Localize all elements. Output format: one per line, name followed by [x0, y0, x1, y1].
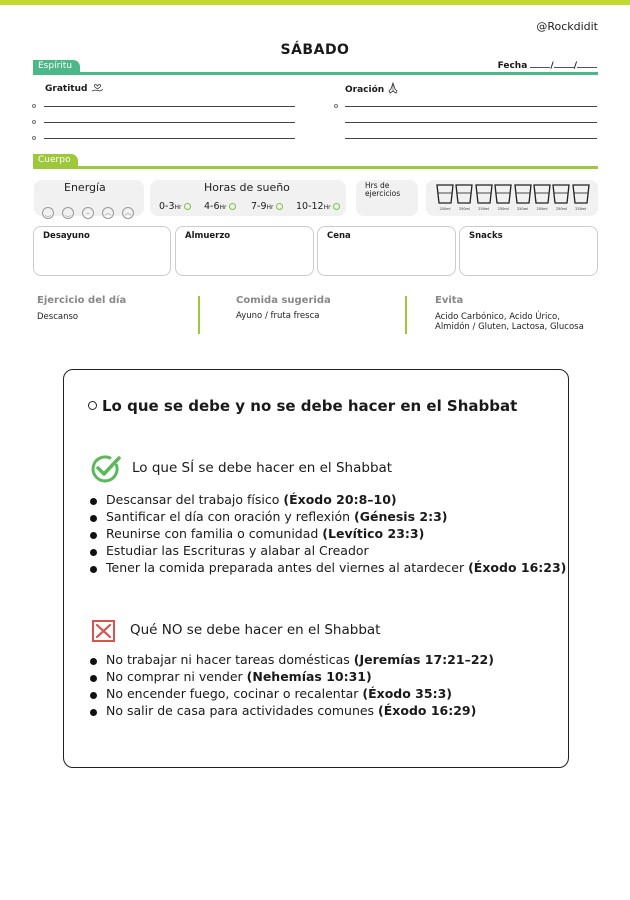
avoid-label: Evita — [435, 295, 464, 306]
oracion-label — [345, 82, 399, 95]
top-accent-bar — [0, 0, 630, 5]
face-icon[interactable]: ‿ — [62, 207, 74, 219]
item-text: No encender fuego, cocinar o recalentar — [106, 686, 363, 701]
do-heading: Lo que SÍ se debe hacer en el Shabbat — [132, 460, 393, 476]
meal-label: Almuerzo — [185, 231, 231, 241]
item-text: Descansar del trabajo físico — [106, 492, 284, 507]
item-reference: (Génesis 2:3) — [354, 509, 448, 524]
author-handle: @Rockdidit — [536, 20, 598, 33]
water-cup-icon[interactable] — [533, 184, 551, 204]
suggested-food-label: Comida sugerida — [236, 295, 331, 306]
item-reference: (Éxodo 16:29) — [378, 703, 477, 718]
shabbat-title — [88, 397, 517, 415]
item-reference: (Jeremías 17:21–22) — [353, 652, 494, 667]
water-cup-label: 250ml — [478, 207, 490, 211]
list-item — [88, 491, 566, 508]
section-divider-espiritu — [33, 72, 598, 75]
face-icon[interactable]: ‿ — [42, 207, 54, 219]
item-text: No trabajar ni hacer tareas domésticas — [106, 652, 354, 667]
water-cup-icon[interactable] — [552, 184, 570, 204]
water-cup-icon[interactable] — [455, 184, 473, 204]
face-icon[interactable]: ︵ — [122, 207, 134, 219]
sleep-radio[interactable] — [184, 203, 191, 210]
circle-bullet-icon — [88, 401, 97, 410]
gratitud-line-2[interactable] — [44, 122, 295, 123]
section-tab-cuerpo: Cuerpo — [33, 154, 78, 167]
sleep-range: 10-12 — [296, 201, 324, 212]
sleep-range: 0-3 — [159, 201, 175, 212]
water-cup-icon[interactable] — [572, 184, 590, 204]
item-reference: (Éxodo 16:23) — [468, 560, 567, 575]
sleep-unit: Hr — [219, 204, 227, 211]
date-day-blank[interactable] — [530, 60, 550, 68]
gratitud-line-3[interactable] — [44, 138, 295, 139]
sleep-range: 7-9 — [251, 201, 267, 212]
info-divider — [198, 296, 200, 334]
water-cup-icon[interactable] — [494, 184, 512, 204]
oracion-bullet — [334, 104, 338, 108]
info-divider — [405, 296, 407, 334]
gratitud-bullet — [32, 104, 36, 108]
item-reference: (Éxodo 35:3) — [362, 686, 452, 701]
energy-faces — [42, 200, 142, 219]
meal-label: Cena — [327, 231, 351, 241]
date-field[interactable] — [498, 60, 597, 71]
gratitud-label — [45, 82, 104, 94]
oracion-line-1[interactable] — [345, 106, 597, 107]
water-cup-label: 250ml — [555, 207, 567, 211]
sleep-range: 4-6 — [204, 201, 220, 212]
meal-box-desayuno[interactable] — [33, 226, 171, 276]
item-text: Reunirse con familia o comunidad — [106, 526, 323, 541]
page-title: SÁBADO — [280, 42, 350, 58]
sleep-unit: Hr — [266, 204, 274, 211]
section-divider-cuerpo — [33, 166, 598, 169]
water-cup-label: 250ml — [575, 207, 587, 211]
sleep-label: Horas de sueño — [204, 181, 290, 194]
avoid-value-line-2: Almidón / Gluten, Lactosa, Glucosa — [435, 322, 584, 332]
water-cup-label: 250ml — [497, 207, 509, 211]
exercise-of-day-label: Ejercicio del día — [37, 295, 127, 306]
dont-list — [88, 651, 494, 719]
item-text: Estudiar las Escrituras y alabar al Creador — [106, 543, 369, 558]
sleep-option[interactable] — [251, 201, 283, 212]
item-text: Tener la comida preparada antes del viernes al atardecer — [106, 560, 469, 575]
exercise-hours-label: Hrs de ejercicios — [365, 181, 401, 198]
meal-box-snacks[interactable] — [459, 226, 598, 276]
sleep-radio[interactable] — [229, 203, 236, 210]
meal-box-almuerzo[interactable] — [175, 226, 314, 276]
date-separator: / — [573, 61, 577, 71]
gratitud-text: Gratitud — [45, 84, 88, 94]
list-item — [88, 651, 494, 668]
sleep-option[interactable] — [296, 201, 340, 212]
item-reference: (Éxodo 20:8–10) — [283, 492, 397, 507]
water-cup-label: 250ml — [536, 207, 548, 211]
list-item — [88, 559, 566, 576]
date-month-blank[interactable] — [554, 60, 574, 68]
sleep-unit: Hr — [174, 204, 182, 211]
list-item — [88, 508, 566, 525]
suggested-food-value: Ayuno / fruta fresca — [236, 311, 320, 321]
water-cup-icon[interactable] — [436, 184, 454, 204]
item-reference: (Levítico 23:3) — [322, 526, 425, 541]
item-reference: (Nehemías 10:31) — [246, 669, 372, 684]
item-text: No salir de casa para actividades comunes — [106, 703, 379, 718]
face-icon[interactable]: ︵ — [102, 207, 114, 219]
list-item — [88, 702, 494, 719]
item-text: No comprar ni vender — [106, 669, 247, 684]
dont-heading: Qué NO se debe hacer en el Shabbat — [130, 622, 381, 638]
water-cup-icon[interactable] — [514, 184, 532, 204]
sleep-radio[interactable] — [333, 203, 340, 210]
oracion-line-2[interactable] — [345, 122, 597, 123]
meal-box-cena[interactable] — [317, 226, 456, 276]
water-cup-icon[interactable] — [475, 184, 493, 204]
list-item — [88, 685, 494, 702]
avoid-value-line-1: Acido Carbónico, Acido Úrico, — [435, 312, 560, 322]
meal-label: Snacks — [469, 231, 503, 241]
date-separator: / — [550, 61, 554, 71]
sleep-option[interactable] — [204, 201, 236, 212]
item-text: Santificar el día con oración y reflexión — [106, 509, 355, 524]
heart-hand-icon — [91, 82, 104, 93]
face-icon[interactable]: – — [82, 207, 94, 219]
list-item — [88, 525, 566, 542]
sleep-option[interactable] — [159, 201, 191, 212]
list-item — [88, 542, 566, 559]
energy-label: Energía — [64, 181, 106, 194]
do-list — [88, 491, 566, 576]
oracion-text: Oración — [345, 85, 385, 95]
meal-label: Desayuno — [43, 231, 90, 241]
sleep-unit: Hr — [323, 204, 331, 211]
water-cup-label: 250ml — [439, 207, 451, 211]
section-tab-espiritu: Espíritu — [33, 60, 80, 73]
gratitud-bullet — [32, 120, 36, 124]
list-item — [88, 668, 494, 685]
check-circle-icon — [91, 455, 121, 483]
gratitud-bullet — [32, 136, 36, 140]
date-year-blank[interactable] — [577, 60, 597, 68]
exercise-of-day-value: Descanso — [37, 312, 79, 322]
praying-hands-icon — [387, 82, 399, 94]
oracion-line-3[interactable] — [345, 138, 597, 139]
gratitud-line-1[interactable] — [44, 106, 295, 107]
water-cup-label: 250ml — [458, 207, 470, 211]
sleep-radio[interactable] — [276, 203, 283, 210]
cross-box-icon — [92, 620, 115, 642]
date-label: Fecha — [497, 61, 528, 71]
water-cup-label: 250ml — [517, 207, 529, 211]
shabbat-title-text: Lo que se debe y no se debe hacer en el Shabbat — [102, 397, 518, 415]
